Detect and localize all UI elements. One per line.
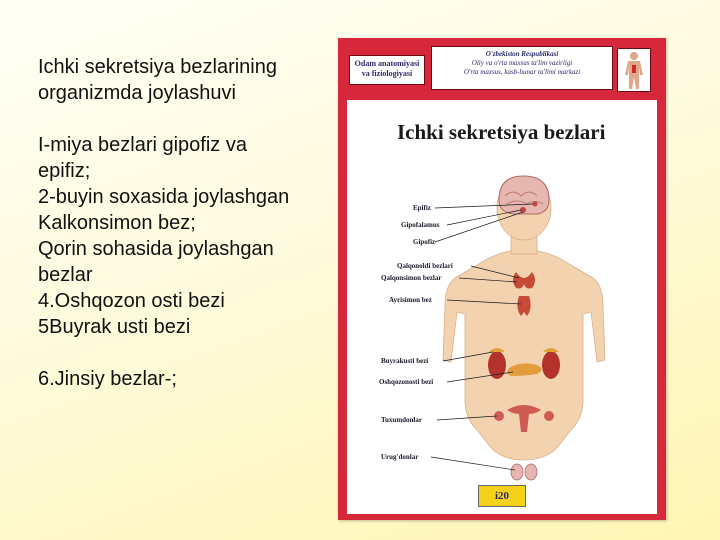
slide-text: [38, 54, 338, 392]
label-ayrisimon: Ayrisimon bez: [389, 296, 432, 304]
page-number-badge: i20: [478, 485, 526, 507]
list-line-5: Qorin sohasida joylashgan: [38, 238, 274, 260]
label-urugdonlar: Urug'donlar: [381, 453, 419, 461]
poster-header: [338, 38, 666, 96]
label-gipofiz: Gipofiz: [413, 238, 436, 246]
poster-title-line-1: Odam anatomiyasi: [354, 59, 420, 68]
list-line-6: bezlar: [38, 264, 93, 286]
label-tuxumdonlar: Tuxumdonlar: [381, 416, 422, 424]
list-line-2: epifiz;: [38, 160, 91, 182]
label-qalqonoldi: Qalqonoldi bezlari: [397, 262, 453, 270]
list-line-4: Kalkonsimon bez;: [38, 212, 196, 234]
poster-heading: Ichki sekretsiya bezlari: [397, 120, 606, 144]
endocrine-figure: [347, 100, 657, 514]
poster-title-line-2: va fiziologiyasi: [361, 69, 413, 78]
publisher-line-2: Oliy va o'rta maxsus ta'lim vazirligi: [471, 59, 573, 67]
slide-heading-line-2: organizmda joylashuvi: [38, 82, 236, 104]
slide-heading: [38, 54, 338, 106]
anatomy-poster: [338, 38, 666, 520]
left-kidney-icon: [488, 351, 506, 379]
label-buyrakusti: Buyrakusti bezi: [381, 357, 429, 365]
publisher-line-1: O'zbekiston Respublikasi: [485, 50, 559, 58]
poster-panel: [347, 100, 657, 514]
list-line-8: 5Buyrak usti bezi: [38, 316, 191, 338]
testes-icon: [511, 464, 523, 480]
publisher-line-3: O'rta maxsus, kasb-hunar ta'limi markazi: [463, 68, 581, 76]
poster-title-box: [349, 55, 425, 85]
label-epifiz: Epifiz: [413, 204, 431, 212]
list-line-7: 4.Oshqozon osti bezi: [38, 290, 225, 312]
pineal-icon: [533, 202, 538, 207]
label-gipofalamus: Gipofalamus: [401, 221, 440, 229]
list-line-3: 2-buyin soxasida joylashgan: [38, 186, 290, 208]
body-thumbnail-icon: [617, 48, 651, 92]
label-qalqonsimon: Qalqonsimon bezlar: [381, 274, 442, 282]
list-line-1: I-miya bezlari gipofiz va: [38, 134, 247, 156]
gland-list: [38, 132, 338, 340]
slide-heading-line-1: Ichki sekretsiya bezlarining: [38, 56, 277, 78]
right-kidney-icon: [542, 351, 560, 379]
label-oshqozonosti: Oshqozonosti bezi: [379, 378, 434, 386]
poster-publisher: [431, 46, 613, 90]
list-last-line: 6.Jinsiy bezlar-;: [38, 368, 177, 390]
